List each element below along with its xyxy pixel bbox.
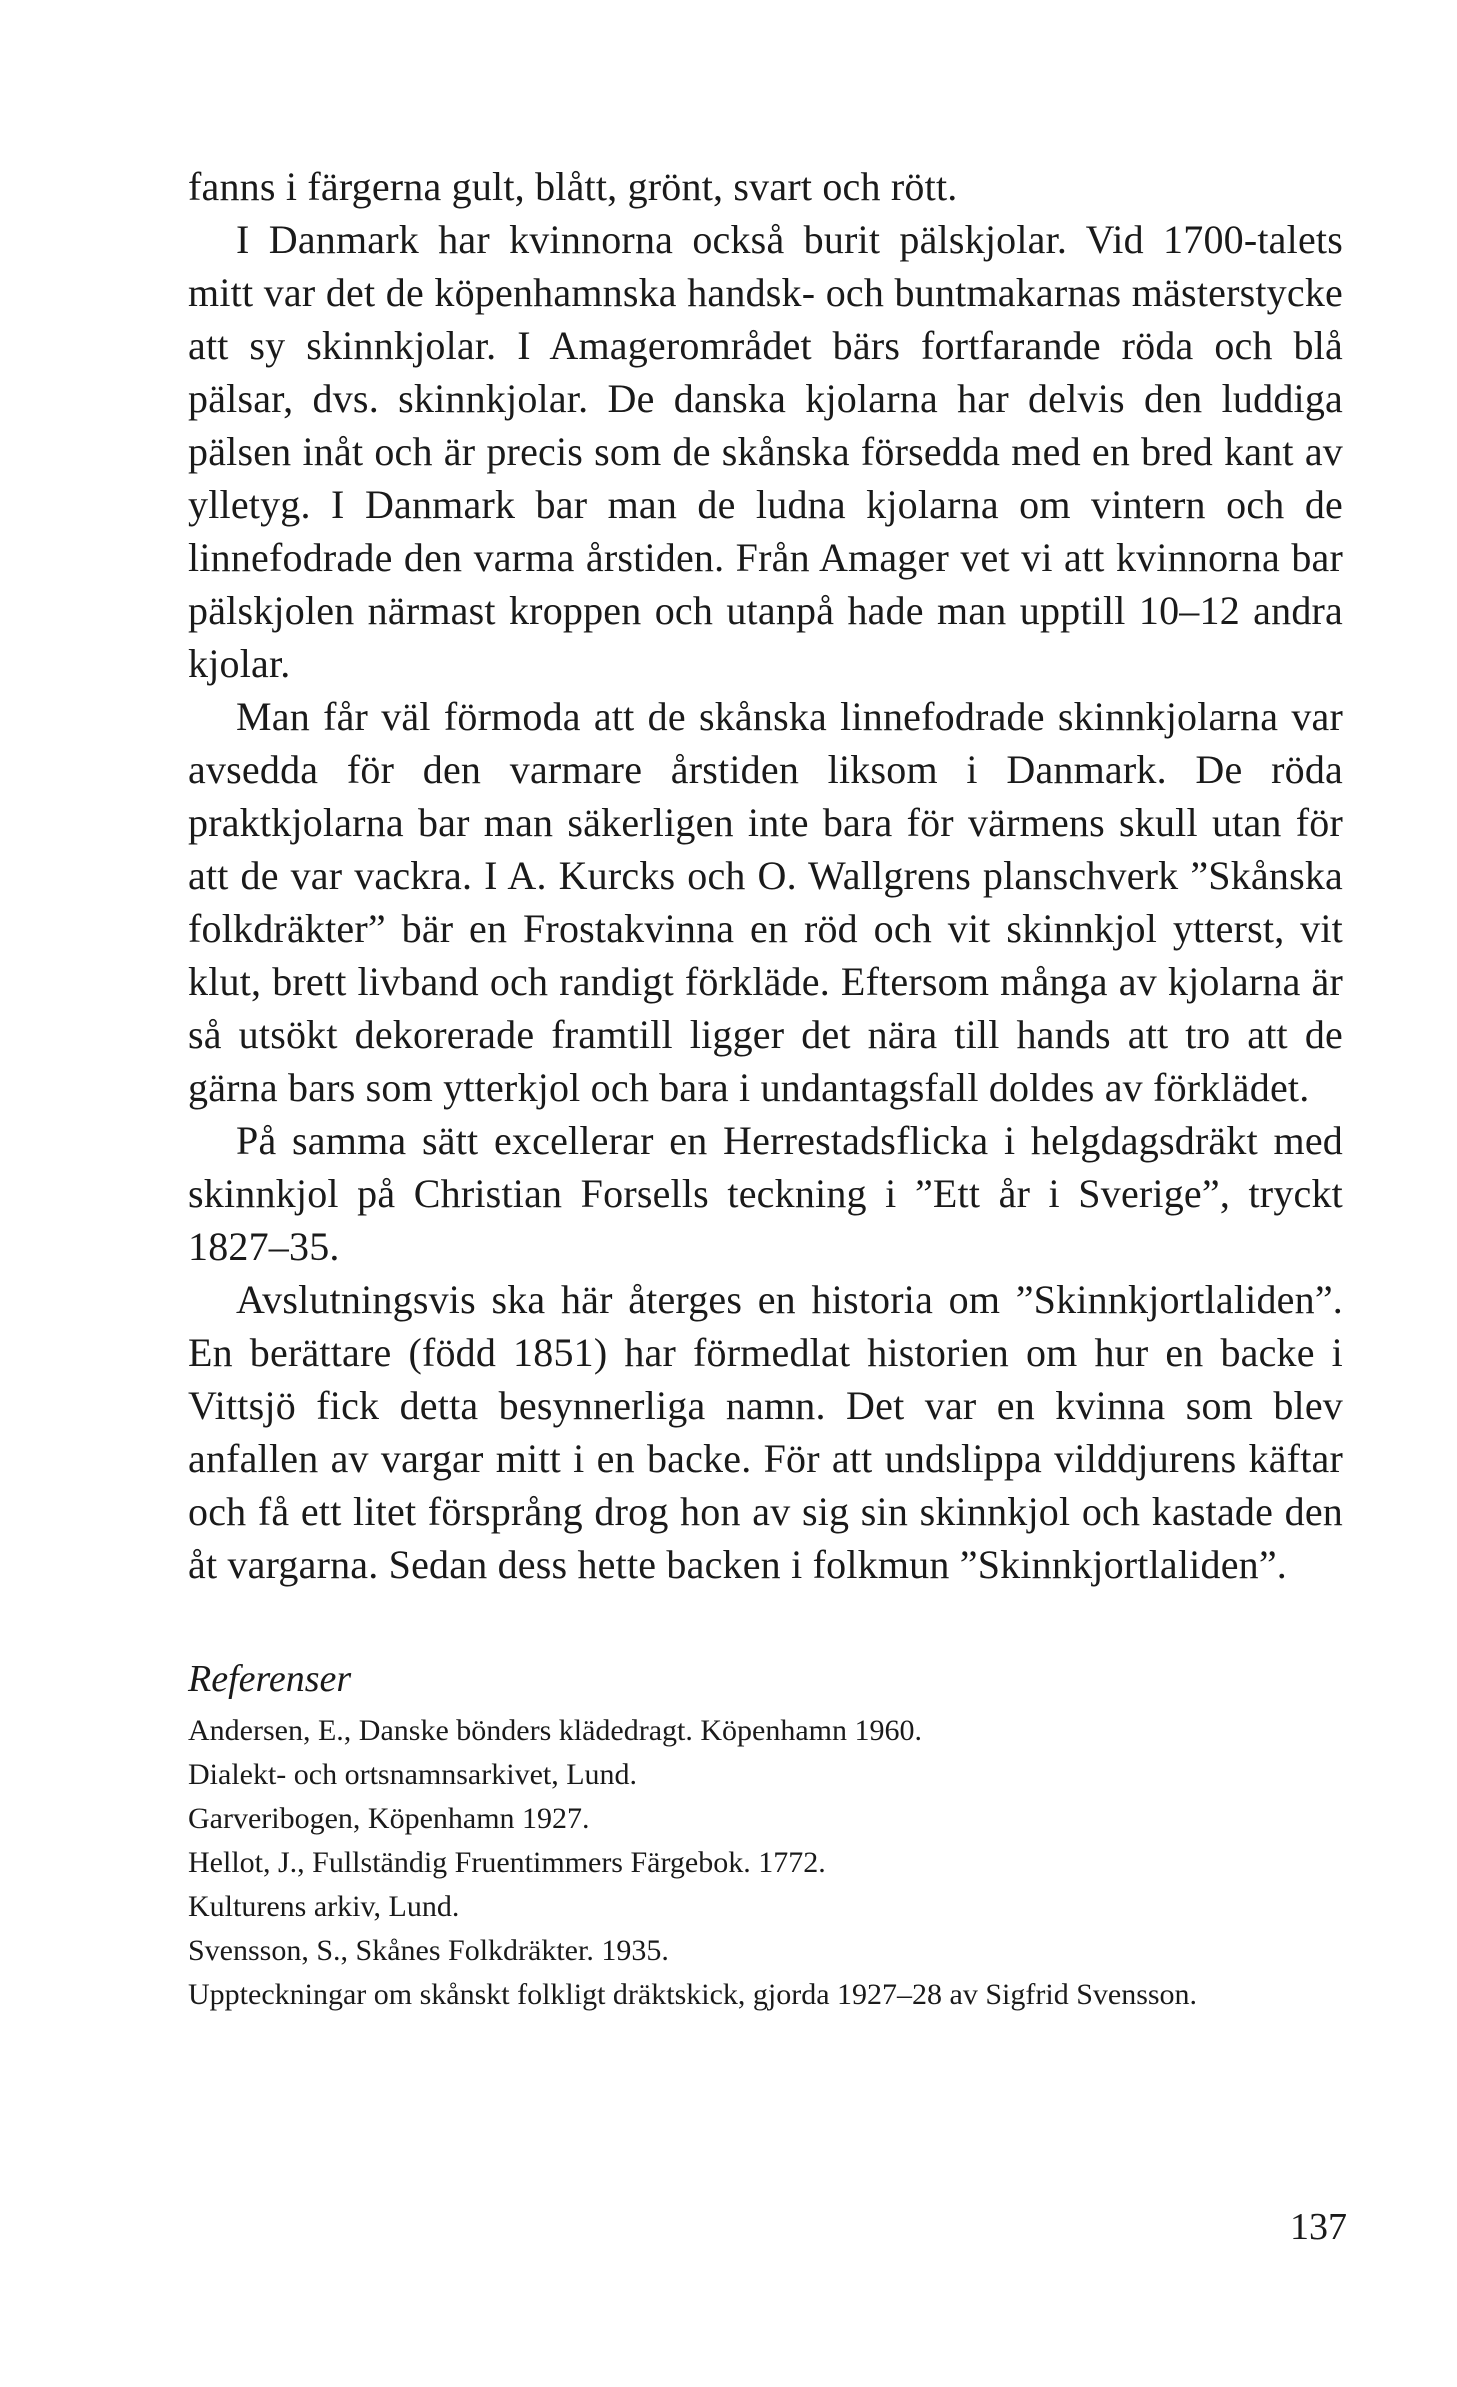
reference-item: Dialekt- och ortsnamnsarkivet, Lund. (188, 1758, 638, 1791)
book-page (188, 160, 1343, 2017)
page-number: 137 (1290, 2206, 1347, 2248)
reference-item: Andersen, E., Danske bönders klädedragt. Köpenhamn 1960. (188, 1714, 922, 1747)
paragraph-continuation: fanns i färgerna gult, blått, grönt, svart och rött. (188, 164, 958, 209)
paragraph-scanian-skirts: Man får väl förmoda att de skånska linnefodrade skinnkjolarna var avsedda för den varmare årstiden liksom i Danmark. De röda praktkjolarna bar man säkerligen inte bara för värmens skull utan för att de var vackra. I A. Kurcks och O. Wallgrens planschverk ”Skånska folkdräkter” bär en Frostakvinna en röd och vit skinnkjol ytterst, vit klut, brett livband och randigt förkläde. Eftersom många av kjolarna är så utsökt dekorerade framtill ligger det nära till hands att tro att de gärna bars som ytterkjol och bara i undantagsfall doldes av förklädet. (188, 694, 1343, 1110)
reference-item: Garveribogen, Köpenhamn 1927. (188, 1802, 590, 1835)
references-list (188, 1709, 1343, 2017)
reference-item: Hellot, J., Fullständig Fruentimmers Färgebok. 1772. (188, 1846, 826, 1879)
reference-item: Kulturens arkiv, Lund. (188, 1890, 460, 1923)
body-text (188, 160, 1343, 1591)
reference-item: Svensson, S., Skånes Folkdräkter. 1935. (188, 1934, 669, 1967)
reference-item: Uppteckningar om skånskt folkligt dräktskick, gjorda 1927–28 av Sigfrid Svensson. (188, 1978, 1198, 2011)
references-section (188, 1657, 1343, 2017)
references-heading: Referenser (188, 1658, 352, 1700)
paragraph-skinnkjortlaliden-story: Avslutningsvis ska här återges en historia om ”Skinnkjortlaliden”. En berättare (född 1851) har förmedlat historien om hur en backe i Vittsjö fick detta besynnerliga namn. Det var en kvinna som blev anfallen av vargar mitt i en backe. För att undslippa vilddjurens käftar och få ett litet försprång drog hon av sig sin skinnkjol och kastade den åt vargarna. Sedan dess hette backen i folkmun ”Skinnkjortlaliden”. (188, 1277, 1343, 1587)
paragraph-herrestad-girl: På samma sätt excellerar en Herrestadsflicka i helgdagsdräkt med skinnkjol på Christian Forsells teckning i ”Ett år i Sverige”, tryckt 1827–35. (188, 1118, 1343, 1269)
paragraph-danish-fur-skirts: I Danmark har kvinnorna också burit pälskjolar. Vid 1700-talets mitt var det de köpenhamnska handsk- och buntmakarnas mästerstycke att sy skinnkjolar. I Amagerområdet bärs fortfarande röda och blå pälsar, dvs. skinnkjolar. De danska kjolarna har delvis den luddiga pälsen inåt och är precis som de skånska försedda med en bred kant av ylletyg. I Danmark bar man de ludna kjolarna om vintern och de linnefodrade den varma årstiden. Från Amager vet vi att kvinnorna bar pälskjolen närmast kroppen och utanpå hade man upptill 10–12 andra kjolar. (188, 217, 1343, 686)
